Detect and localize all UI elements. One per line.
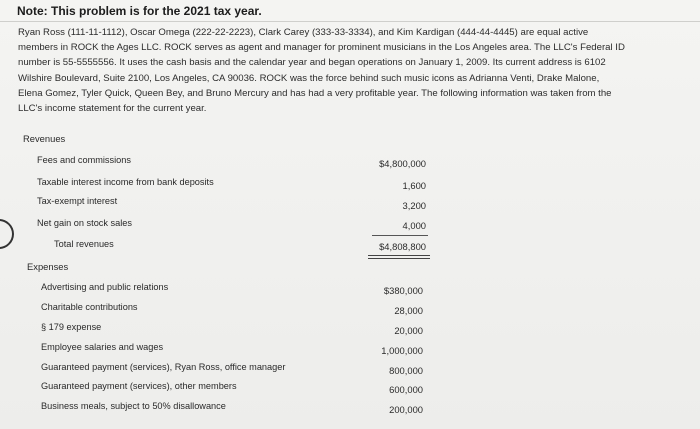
revenue-amount: 3,200 xyxy=(402,200,426,211)
expense-label: Employee salaries and wages xyxy=(41,342,164,352)
revenue-amount: 4,000 xyxy=(402,220,426,231)
paragraph-line: members in ROCK the Ages LLC. ROCK serves as agent and manager for prominent musicians in the Los Angeles area. The LLC's Federal ID xyxy=(18,42,625,54)
expense-label: Charitable contributions xyxy=(41,302,138,312)
revenue-label: Net gain on stock sales xyxy=(37,218,132,228)
paragraph-line: number is 55-5555556. It uses the cash basis and the calendar year and began operations on January 1, 2009. Its current address is 6102 xyxy=(18,57,606,69)
total-double-rule xyxy=(368,255,430,256)
expense-label: Guaranteed payment (services), other members xyxy=(41,381,237,391)
expense-amount: 200,000 xyxy=(389,404,423,415)
divider-line xyxy=(0,21,700,22)
revenue-label: Fees and commissions xyxy=(37,155,131,165)
total-revenues-amount: $4,808,800 xyxy=(379,241,426,252)
expense-amount: 600,000 xyxy=(389,384,423,395)
paragraph-line: Wilshire Boulevard, Suite 2100, Los Angeles, CA 90036. ROCK was the force behind such music icons as Adrianna Venti, Drake Malone, xyxy=(18,72,600,84)
expense-amount: 800,000 xyxy=(389,365,423,376)
subtotal-rule xyxy=(372,235,428,236)
revenue-amount: $4,800,000 xyxy=(379,158,426,169)
revenue-amount: 1,600 xyxy=(402,180,426,191)
paragraph-line: Ryan Ross (111-11-1112), Oscar Omega (222-22-2223), Clark Carey (333-33-3334), and Kim Kardigan (444-44-4445) are equal active xyxy=(18,27,589,38)
expense-label: Business meals, subject to 50% disallowance xyxy=(41,401,226,411)
paragraph-line: Elena Gomez, Tyler Quick, Queen Bey, and Bruno Mercury and has had a very profitable year. The following information was taken from the xyxy=(18,87,612,99)
expense-amount: 1,000,000 xyxy=(381,345,423,356)
expenses-heading: Expenses xyxy=(27,261,69,272)
expense-label: § 179 expense xyxy=(41,322,102,332)
revenue-label: Tax-exempt interest xyxy=(37,196,118,206)
circle-mark-icon xyxy=(0,213,20,255)
revenue-label: Taxable interest income from bank deposits xyxy=(37,177,214,187)
total-double-rule xyxy=(368,258,430,259)
expense-amount: 28,000 xyxy=(394,305,423,316)
paragraph-line: LLC's income statement for the current year. xyxy=(18,103,207,115)
expense-amount: $380,000 xyxy=(383,285,423,296)
expense-label: Advertising and public relations xyxy=(41,282,169,292)
problem-paragraph xyxy=(18,25,658,116)
expense-label: Guaranteed payment (services), Ryan Ross, office manager xyxy=(41,362,286,372)
total-revenues-label: Total revenues xyxy=(54,239,114,249)
note-heading: Note: This problem is for the 2021 tax year. xyxy=(17,4,262,18)
expense-amount: 20,000 xyxy=(394,325,423,336)
revenues-heading: Revenues xyxy=(23,133,66,144)
